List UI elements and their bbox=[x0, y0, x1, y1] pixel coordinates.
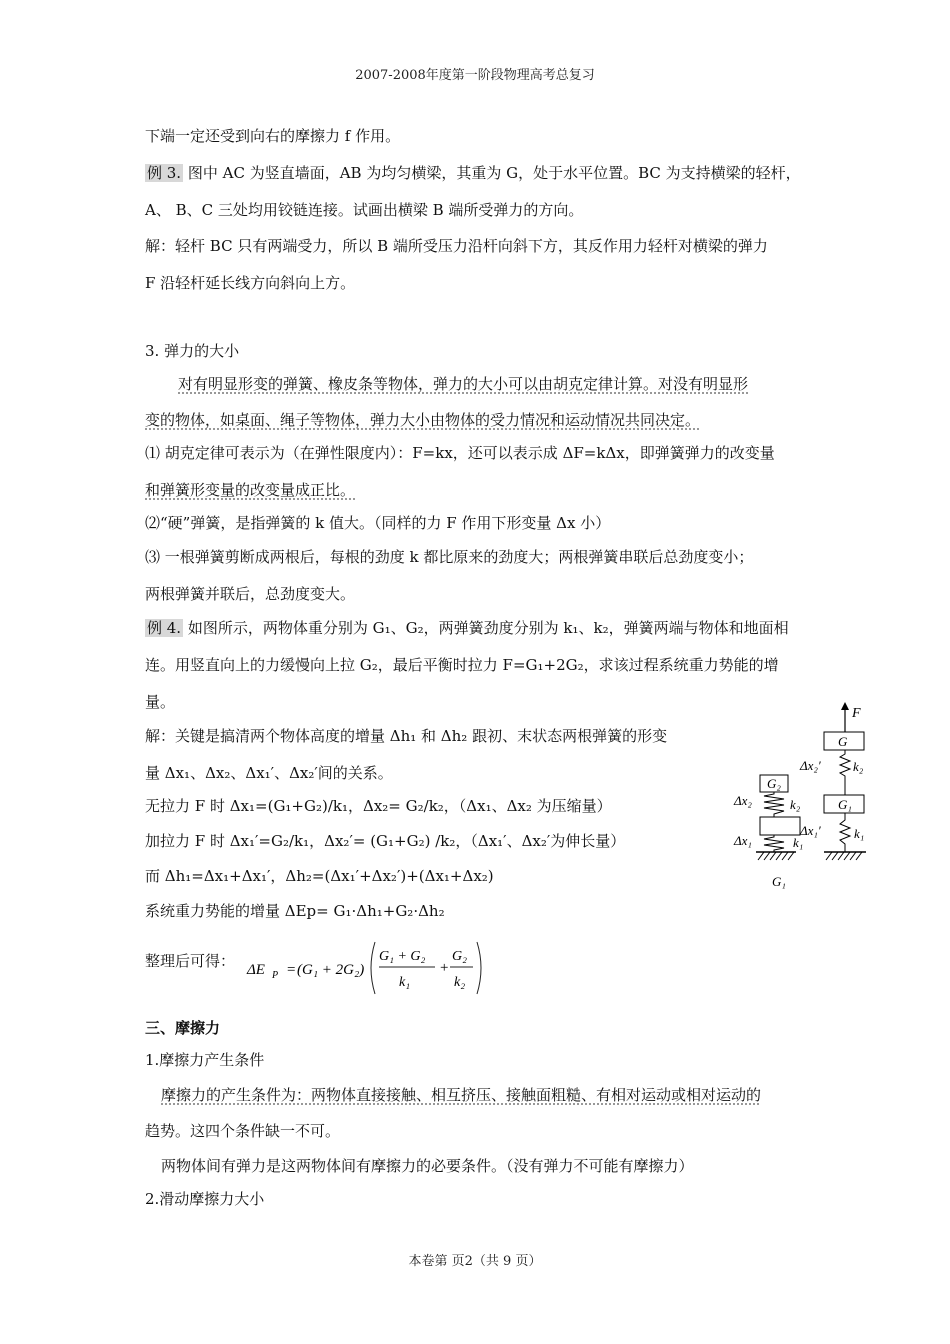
spring-k1-right bbox=[840, 813, 850, 852]
spring-k2-left bbox=[764, 792, 784, 817]
example-3 bbox=[145, 162, 801, 183]
text-line: A、 B、C 三处均用铰链连接。试画出横梁 B 端所受弹力的方向。 bbox=[145, 201, 584, 219]
formula-lhs-subscript: P bbox=[272, 970, 279, 981]
example-tag: 例 4. bbox=[147, 619, 182, 637]
block-label: G₁ bbox=[838, 797, 852, 812]
formula-lhs: ΔE bbox=[247, 962, 265, 978]
text-line: ⑵“硬”弹簧，是指弹簧的 k 值大。（同样的力 F 作用下形变量 Δx 小） bbox=[145, 514, 611, 532]
formula-equals: = bbox=[287, 962, 296, 978]
bottom-label: G₁ bbox=[772, 874, 786, 889]
ground-hatch-left bbox=[758, 852, 794, 860]
right-paren bbox=[477, 942, 481, 994]
text-line: 量。 bbox=[145, 693, 176, 711]
subsection-heading: 2.滑动摩擦力大小 bbox=[145, 1190, 265, 1208]
dx2-label: Δx₂ bbox=[734, 793, 752, 808]
formula-den-1: k₁ bbox=[399, 975, 411, 990]
text-line: 量 Δx₁、Δx₂、Δx₁′、Δx₂′间的关系。 bbox=[145, 764, 393, 782]
block-label: G₂ bbox=[767, 776, 781, 791]
dx2-prime-label: Δx₂′ bbox=[800, 758, 821, 773]
ground-hatch-right bbox=[826, 852, 862, 860]
text-line: F 沿轻杆延长线方向斜向上方。 bbox=[145, 274, 356, 292]
formula-num-1: G₁ + G₂ bbox=[379, 949, 426, 964]
spring-label: k₁ bbox=[793, 835, 804, 850]
example-tag: 例 3. bbox=[147, 164, 182, 182]
text-line: ⑶ 一根弹簧剪断成两根后，每根的劲度 k 都比原来的劲度大；两根弹簧串联后总劲度变小； bbox=[145, 548, 754, 566]
page-header: 2007-2008年度第一阶段物理高考总复习 bbox=[355, 68, 595, 83]
section-heading: 三、摩擦力 bbox=[145, 1019, 221, 1037]
text-line: 连。用竖直向上的力缓慢向上拉 G₂，最后平衡时拉力 F=G₁+2G₂，求该过程系统重力势能的增 bbox=[145, 656, 779, 674]
dx1-label: Δx₁ bbox=[734, 833, 752, 848]
text-line: 整理后可得： bbox=[145, 952, 236, 970]
text-line: 变的物体，如桌面、绳子等物体，弹力大小由物体的受力情况和运动情况共同决定。 bbox=[145, 411, 701, 429]
text-line: 无拉力 F 时 Δx₁=(G₁+G₂)/k₁，Δx₂= G₂/k₂，（Δx₁、Δx₂ 为压缩量） bbox=[145, 797, 612, 815]
spring-label: k₂ bbox=[790, 797, 801, 812]
text-line: 解：关键是搞清两个物体高度的增量 Δh₁ 和 Δh₂ 跟初、末状态两根弹簧的形变 bbox=[145, 727, 668, 745]
subsection-heading: 1.摩擦力产生条件 bbox=[145, 1051, 265, 1069]
text-line: 摩擦力的产生条件为：两物体直接接触、相互挤压、接触面粗糙、有相对运动或相对运动的 bbox=[161, 1086, 762, 1104]
page-footer: 本卷第 页2（共 9 页） bbox=[408, 1254, 542, 1269]
text-line: 两根弹簧并联后，总劲度变大。 bbox=[145, 585, 356, 603]
left-paren bbox=[371, 942, 375, 994]
spring-label: k₁ bbox=[854, 826, 865, 841]
text-line: 加拉力 F 时 Δx₁′=G₂/k₁，Δx₂′= (G₁+G₂) /k₂，（Δx₁′、Δx₂′为伸长量） bbox=[145, 832, 626, 850]
force-label: F bbox=[852, 706, 861, 721]
text-line: 对有明显形变的弹簧、橡皮条等物体，弹力的大小可以由胡克定律计算。对没有明显形 bbox=[178, 375, 749, 393]
text-line: 下端一定还受到向右的摩擦力 f 作用。 bbox=[145, 127, 401, 145]
dx1-prime-label: Δx₁′ bbox=[800, 823, 821, 838]
text-line: 和弹簧形变量的改变量成正比。 bbox=[145, 481, 356, 499]
section-heading: 3. 弹力的大小 bbox=[145, 342, 240, 360]
text-line: 解：轻杆 BC 只有两端受力，所以 B 端所受压力沿杆向斜下方，其反作用力轻杆对横梁的弹力 bbox=[145, 237, 768, 255]
text-line: 图中 AC 为竖直墙面，AB 为均匀横梁，其重为 G，处于水平位置。BC 为支持横梁的轻杆， bbox=[183, 164, 801, 182]
spring-k2-right bbox=[840, 750, 850, 795]
spring-diagram bbox=[732, 700, 877, 895]
energy-formula bbox=[243, 940, 493, 996]
formula-num-2: G₂ bbox=[452, 949, 467, 964]
text-line: 而 Δh₁=Δx₁+Δx₁′，Δh₂=(Δx₁′+Δx₂′)+(Δx₁+Δx₂) bbox=[145, 867, 494, 885]
text-line: 趋势。这四个条件缺一不可。 bbox=[145, 1122, 341, 1140]
text-line: 两物体间有弹力是这两物体间有摩擦力的必要条件。（没有弹力不可能有摩擦力） bbox=[161, 1157, 694, 1175]
example-4 bbox=[145, 617, 789, 638]
formula-plus: + bbox=[440, 960, 449, 976]
block-label: G bbox=[838, 734, 848, 749]
text-line: 系统重力势能的增量 ΔEp= G₁·Δh₁+G₂·Δh₂ bbox=[145, 902, 445, 920]
spring-label: k₂ bbox=[853, 759, 864, 774]
text-line: ⑴ 胡克定律可表示为（在弹性限度内）：F=kx，还可以表示成 ΔF=kΔx，即弹簧弹力的改变量 bbox=[145, 444, 775, 462]
formula-factor: (G₁ + 2G₂) bbox=[297, 962, 365, 978]
spring-k1-left bbox=[764, 835, 784, 852]
text-line: 如图所示，两物体重分别为 G₁、G₂，两弹簧劲度分别为 k₁、k₂，弹簧两端与物体和地面相 bbox=[183, 619, 789, 637]
formula-den-2: k₂ bbox=[454, 975, 466, 990]
block-g1-left bbox=[760, 817, 800, 835]
arrow-head-icon bbox=[841, 702, 849, 710]
